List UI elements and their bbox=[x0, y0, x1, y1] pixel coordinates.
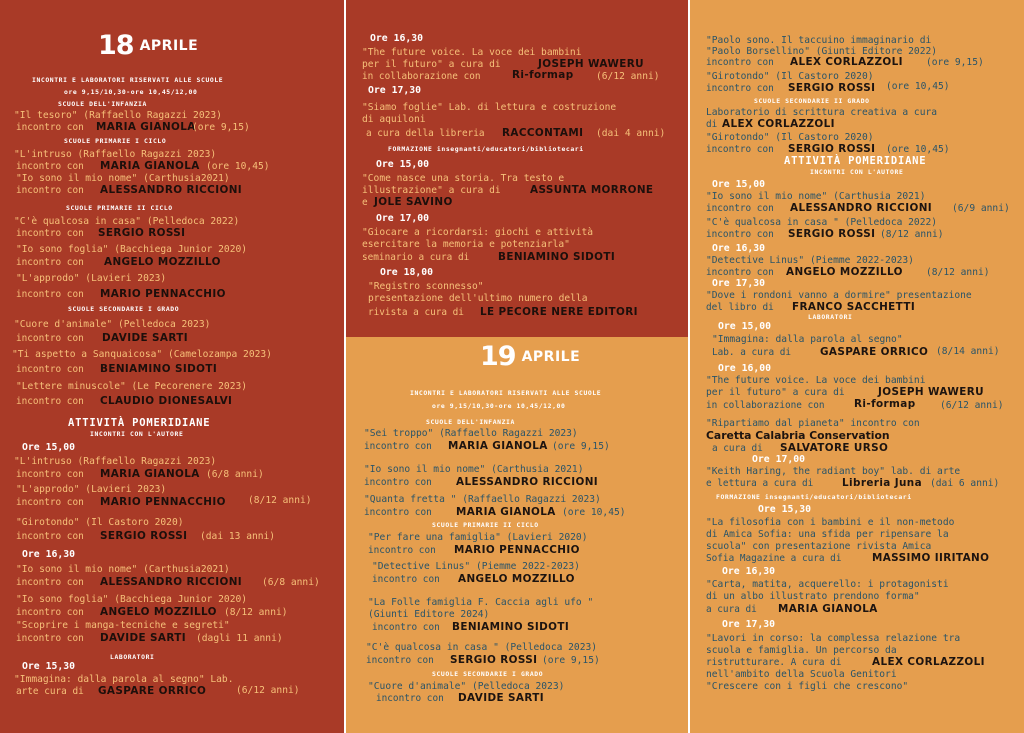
event-text: (Giunti Editore 2024) bbox=[368, 609, 490, 620]
section-heading: ore 9,15/10,30-ore 10,45/12,00 bbox=[432, 402, 566, 410]
event-text: (dai 13 anni) bbox=[200, 531, 276, 542]
event-text: Laboratorio di scrittura creativa a cura bbox=[706, 107, 938, 118]
connector-text: incontro con bbox=[706, 83, 774, 94]
connector-text: incontro con bbox=[16, 531, 84, 542]
person-name: MARIA GIANOLA bbox=[778, 603, 878, 615]
person-name: SALVATORE URSO bbox=[780, 442, 889, 454]
event-text: "Come nasce una storia. Tra testo e bbox=[362, 173, 565, 184]
connector-text: incontro con bbox=[706, 144, 774, 155]
time-label: Ore 16,30 bbox=[722, 566, 776, 577]
section-heading: ore 9,15/10,30-ore 10,45/12,00 bbox=[64, 88, 198, 96]
section-heading: LABORATORI bbox=[808, 313, 853, 321]
connector-text: a cura di bbox=[712, 443, 763, 454]
time-label: Ore 17,00 bbox=[752, 454, 806, 465]
event-text: "C'è qualcosa in casa" (Pelledoca 2022) bbox=[14, 216, 240, 227]
person-name: MARIO PENNACCHIO bbox=[100, 496, 226, 508]
connector-text: incontro con bbox=[372, 622, 440, 633]
event-text: "Ripartiamo dal pianeta" incontro con bbox=[706, 418, 920, 429]
event-text: (ore 10,45) bbox=[886, 81, 950, 92]
event-text: (6/12 anni) bbox=[596, 71, 660, 82]
person-name: SERGIO ROSSI bbox=[98, 227, 186, 239]
person-name: ANGELO MOZZILLO bbox=[458, 573, 575, 585]
event-text: (8/12 anni) bbox=[926, 267, 990, 278]
time-label: Ore 15,00 bbox=[22, 442, 76, 453]
time-label: Ore 17,30 bbox=[712, 278, 766, 289]
connector-text: incontro con bbox=[16, 161, 84, 172]
time-label: Ore 16,30 bbox=[370, 33, 424, 44]
event-text: "La Folle famiglia F. Caccia agli ufo " bbox=[368, 597, 594, 608]
event-text: "Io sono il mio nome" (Carthusia2021) bbox=[16, 173, 230, 184]
event-text: di Amica Sofia: una sfida per ripensare la bbox=[706, 529, 949, 540]
connector-text: incontro con bbox=[16, 364, 84, 375]
event-text: "C'è qualcosa in casa " (Pelledoca 2023) bbox=[366, 642, 598, 653]
month-label: APRILE bbox=[521, 349, 581, 365]
person-name: MARIA GIANOLA bbox=[100, 160, 200, 172]
person-name: SERGIO ROSSI bbox=[450, 654, 538, 666]
section-heading: SCUOLE PRIMARIE I CICLO bbox=[64, 137, 167, 145]
event-text: "Lavori in corso: la complessa relazione tra bbox=[706, 633, 961, 644]
person-name: MARIA GIANOLA bbox=[448, 440, 548, 452]
section-heading: INCONTRI E LABORATORI RISERVATI ALLE SCUOLE bbox=[32, 76, 224, 84]
event-text: "Cuore d'animale" (Pelledoca 2023) bbox=[14, 319, 211, 330]
connector-text: seminario a cura di bbox=[362, 252, 470, 263]
event-text: "Lettere minuscole" (Le Pecorenere 2023) bbox=[16, 381, 248, 392]
person-name: GASPARE ORRICO bbox=[98, 685, 207, 697]
connector-text: incontro con bbox=[16, 228, 84, 239]
person-name: ALESSANDRO RICCIONI bbox=[790, 202, 933, 214]
time-label: Ore 17,30 bbox=[722, 619, 776, 630]
section-heading: INCONTRI CON L'AUTORE bbox=[90, 430, 184, 438]
connector-text: incontro con bbox=[16, 396, 84, 407]
time-label: Ore 15,00 bbox=[712, 179, 766, 190]
time-label: Ore 15,00 bbox=[376, 159, 430, 170]
section-heading: SCUOLE PRIMARIE II CICLO bbox=[66, 204, 173, 212]
person-name: MARIA GIANOLA bbox=[456, 506, 556, 518]
person-name: MARIA GIANOLA bbox=[96, 121, 196, 133]
event-text: "Girotondo" (Il Castoro 2020) bbox=[16, 517, 184, 528]
person-name: MARIA GIANOLA bbox=[100, 468, 200, 480]
event-text: (ore 9,15) bbox=[192, 122, 250, 133]
event-text: (8/12 anni) bbox=[248, 495, 312, 506]
person-name: JOSEPH WAWERU bbox=[538, 58, 644, 70]
day-number: 19 bbox=[480, 341, 516, 372]
connector-text: in collaborazione con bbox=[706, 400, 825, 411]
day-number: 18 bbox=[98, 30, 134, 61]
event-text: (8/14 anni) bbox=[936, 346, 1000, 357]
person-name: Ri-formap bbox=[854, 398, 916, 410]
event-text: "Registro sconnesso" bbox=[368, 281, 484, 292]
connector-text: incontro con bbox=[376, 693, 444, 704]
time-label: Ore 16,00 bbox=[718, 363, 772, 374]
event-text: (8/12 anni) bbox=[880, 229, 944, 240]
person-name: FRANCO SACCHETTI bbox=[792, 301, 916, 313]
event-text: "Io sono il mio nome" (Carthusia2021) bbox=[16, 564, 230, 575]
event-text: (ore 10,45) bbox=[206, 161, 270, 172]
time-label: Ore 15,30 bbox=[758, 504, 812, 515]
event-text: (ore 9,15) bbox=[542, 655, 600, 666]
connector-text: rivista a cura di bbox=[368, 307, 464, 318]
time-label: Ore 16,30 bbox=[22, 549, 76, 560]
connector-text: incontro con bbox=[366, 655, 434, 666]
section-heading: INCONTRI CON L'AUTORE bbox=[810, 168, 904, 176]
event-text: (ore 9,15) bbox=[552, 441, 610, 452]
panel-19-aprile-afternoon bbox=[690, 0, 1024, 733]
section-heading: LABORATORI bbox=[110, 653, 155, 661]
event-text: "Immagina: dalla parola al segno" Lab. bbox=[14, 674, 234, 685]
connector-text: incontro con bbox=[16, 469, 84, 480]
person-name: JOSEPH WAWERU bbox=[878, 386, 984, 398]
person-name: GASPARE ORRICO bbox=[820, 346, 929, 358]
section-heading: SCUOLE DELL'INFANZIA bbox=[426, 418, 515, 426]
event-text: (6/8 anni) bbox=[262, 577, 320, 588]
section-title: ATTIVITÀ POMERIDIANE bbox=[784, 155, 927, 167]
event-text: "Scoprire i manga-tecniche e segreti" bbox=[16, 620, 230, 631]
event-text: "Girotondo" (Il Castoro 2020) bbox=[706, 71, 874, 82]
connector-text: di bbox=[706, 119, 718, 130]
person-name: ALESSANDRO RICCIONI bbox=[100, 184, 243, 196]
connector-text: arte cura di bbox=[16, 686, 84, 697]
event-text: "Paolo sono. Il taccuino immaginario di bbox=[706, 35, 932, 46]
panel-18-aprile-afternoon bbox=[346, 0, 688, 337]
event-text: "Detective Linus" (Piemme 2022-2023) bbox=[706, 255, 914, 266]
connector-text: incontro con bbox=[364, 441, 432, 452]
person-name: DAVIDE SARTI bbox=[100, 632, 187, 644]
event-text: (6/9 anni) bbox=[952, 203, 1010, 214]
event-text: "Crescere con i figli che crescono" bbox=[706, 681, 909, 692]
connector-text: e lettura a cura di bbox=[706, 478, 814, 489]
event-text: illustrazione" a cura di bbox=[362, 185, 501, 196]
connector-text: incontro con bbox=[16, 289, 84, 300]
event-text: "Paolo Borsellino" (Giunti Editore 2022) bbox=[706, 46, 938, 57]
date-heading-18 bbox=[98, 30, 198, 61]
section-heading: SCUOLE SECONDARIE I GRADO bbox=[68, 305, 180, 313]
person-name: BENIAMINO SIDOTI bbox=[100, 363, 218, 375]
event-text: "Girotondo" (Il Castoro 2020) bbox=[706, 132, 874, 143]
event-text: "Giocare a ricordarsi: giochi e attività bbox=[362, 227, 594, 238]
person-name: MARIO PENNACCHIO bbox=[454, 544, 580, 556]
event-text: (ore 10,45) bbox=[886, 144, 950, 155]
connector-text: incontro con bbox=[364, 507, 432, 518]
event-text: (dai 4 anni) bbox=[596, 128, 666, 139]
event-text: (6/8 anni) bbox=[206, 469, 264, 480]
person-name: DAVIDE SARTI bbox=[458, 692, 545, 704]
time-label: Ore 15,00 bbox=[718, 321, 772, 332]
event-text: (6/12 anni) bbox=[236, 685, 300, 696]
connector-text: incontro con bbox=[372, 574, 440, 585]
organization-name: Caretta Calabria Conservation bbox=[706, 429, 890, 442]
person-name: ALESSANDRO RICCIONI bbox=[100, 576, 243, 588]
person-name: ALEX CORLAZZOLI bbox=[790, 56, 903, 68]
event-text: nell'ambito della Scuola Genitori bbox=[706, 669, 897, 680]
person-name: MASSIMO IIRITANO bbox=[872, 552, 990, 564]
connector-text: incontro con bbox=[364, 477, 432, 488]
person-name: RACCONTAMI bbox=[502, 127, 584, 139]
event-text: "L'approdo" (Lavieri 2023) bbox=[16, 484, 167, 495]
connector-text: incontro con bbox=[16, 257, 84, 268]
connector-text: incontro con bbox=[16, 497, 84, 508]
panel-18-aprile-schools bbox=[0, 0, 344, 733]
person-name: Ri-formap bbox=[512, 69, 574, 81]
section-heading: FORMAZIONE insegnanti/educatori/bibliotecari bbox=[388, 145, 584, 153]
event-text: "The future voice. La voce dei bambini bbox=[706, 375, 926, 386]
event-text: di un albo illustrato prendono forma" bbox=[706, 591, 920, 602]
event-text: "Keith Haring, the radiant boy" lab. di arte bbox=[706, 466, 961, 477]
section-heading: INCONTRI E LABORATORI RISERVATI ALLE SCUOLE bbox=[410, 389, 602, 397]
connector-text: incontro con bbox=[16, 122, 84, 133]
connector-text: Lab. a cura di bbox=[712, 347, 792, 358]
event-text: "L'intruso (Raffaello Ragazzi 2023) bbox=[14, 456, 217, 467]
event-text: "Carta, matita, acquerello: i protagonisti bbox=[706, 579, 949, 590]
connector-text: del libro di bbox=[706, 302, 774, 313]
event-text: "La filosofia con i bambini e il non-metodo bbox=[706, 517, 955, 528]
section-heading: SCUOLE SECONDARIE II GRADO bbox=[754, 97, 870, 105]
connector-text: incontro con bbox=[16, 607, 84, 618]
connector-text: ristrutturare. A cura di bbox=[706, 657, 842, 668]
time-label: Ore 17,30 bbox=[368, 85, 422, 96]
panel-19-aprile-schools bbox=[346, 337, 688, 733]
time-label: Ore 16,30 bbox=[712, 243, 766, 254]
event-text: "Cuore d'animale" (Pelledoca 2023) bbox=[368, 681, 565, 692]
connector-text: e bbox=[362, 197, 368, 208]
event-text: "Quanta fretta " (Raffaello Ragazzi 2023) bbox=[364, 494, 601, 505]
time-label: Ore 18,00 bbox=[380, 267, 434, 278]
person-name: DAVIDE SARTI bbox=[102, 332, 189, 344]
event-text: "C'è qualcosa in casa " (Pelledoca 2022) bbox=[706, 217, 938, 228]
event-text: (8/12 anni) bbox=[224, 607, 288, 618]
connector-text: in collaborazione con bbox=[362, 71, 481, 82]
connector-text: incontro con bbox=[706, 203, 774, 214]
event-text: "Io sono foglia" (Bacchiega Junior 2020) bbox=[16, 594, 248, 605]
section-heading: SCUOLE PRIMARIE II CICLO bbox=[432, 521, 539, 529]
event-text: presentazione dell'ultimo numero della bbox=[368, 293, 588, 304]
person-name: ALESSANDRO RICCIONI bbox=[456, 476, 599, 488]
event-text: "L'intruso (Raffaello Ragazzi 2023) bbox=[14, 149, 217, 160]
person-name: ALEX CORLAZZOLI bbox=[872, 656, 985, 668]
person-name: CLAUDIO DIONESALVI bbox=[100, 395, 233, 407]
event-text: "Immagina: dalla parola al segno" bbox=[712, 334, 903, 345]
section-heading: SCUOLE DELL'INFANZIA bbox=[58, 100, 147, 108]
connector-text: incontro con bbox=[16, 333, 84, 344]
connector-text: a cura di bbox=[706, 604, 757, 615]
person-name: BENIAMINO SIDOTI bbox=[498, 251, 616, 263]
event-text: (ore 10,45) bbox=[562, 507, 626, 518]
person-name: MARIO PENNACCHIO bbox=[100, 288, 226, 300]
connector-text: incontro con bbox=[16, 633, 84, 644]
connector-text: incontro con bbox=[706, 57, 774, 68]
person-name: BENIAMINO SIDOTI bbox=[452, 621, 570, 633]
event-text: "L'approdo" (Lavieri 2023) bbox=[16, 273, 167, 284]
event-text: "Detective Linus" (Piemme 2022-2023) bbox=[372, 561, 580, 572]
person-name: SERGIO ROSSI bbox=[788, 228, 876, 240]
month-label: APRILE bbox=[139, 38, 199, 54]
time-label: Ore 15,30 bbox=[22, 661, 76, 672]
date-heading-19 bbox=[480, 341, 580, 372]
section-heading: SCUOLE SECONDARIE I GRADO bbox=[432, 670, 544, 678]
event-text: "Dove i rondoni vanno a dormire" presentazione bbox=[706, 290, 972, 301]
event-text: (6/12 anni) bbox=[940, 400, 1004, 411]
event-text: per il futuro" a cura di bbox=[362, 59, 501, 70]
person-name: ANGELO MOZZILLO bbox=[100, 606, 217, 618]
person-name: LE PECORE NERE EDITORI bbox=[480, 306, 638, 318]
event-text: "Io sono foglia" (Bacchiega Junior 2020) bbox=[16, 244, 248, 255]
person-name: ANGELO MOZZILLO bbox=[786, 266, 903, 278]
person-name: JOLE SAVINO bbox=[374, 196, 453, 208]
event-text: "Sei troppo" (Raffaello Ragazzi 2023) bbox=[364, 428, 578, 439]
connector-text: incontro con bbox=[706, 229, 774, 240]
connector-text: Sofia Magazine a cura di bbox=[706, 553, 842, 564]
event-text: "Il tesoro" (Raffaello Ragazzi 2023) bbox=[14, 110, 222, 121]
person-name: SERGIO ROSSI bbox=[788, 143, 876, 155]
event-text: scuola" con presentazione rivista Amica bbox=[706, 541, 932, 552]
event-text: "Ti aspetto a Sanquaicosa" (Camelozampa 2023) bbox=[12, 349, 272, 360]
event-text: esercitare la memoria e potenziarla" bbox=[362, 239, 570, 250]
event-text: "Io sono il mio nome" (Carthusia 2021) bbox=[706, 191, 926, 202]
event-text: (dagli 11 anni) bbox=[196, 633, 283, 644]
section-title: ATTIVITÀ POMERIDIANE bbox=[68, 417, 211, 429]
person-name: Libreria Juna bbox=[842, 477, 922, 489]
person-name: SERGIO ROSSI bbox=[100, 530, 188, 542]
time-label: Ore 17,00 bbox=[376, 213, 430, 224]
person-name: ASSUNTA MORRONE bbox=[530, 184, 654, 196]
connector-text: incontro con bbox=[706, 267, 774, 278]
connector-text: a cura della libreria bbox=[366, 128, 485, 139]
event-text: "Io sono il mio nome" (Carthusia 2021) bbox=[364, 464, 584, 475]
person-name: ANGELO MOZZILLO bbox=[104, 256, 221, 268]
event-text: (dai 6 anni) bbox=[930, 478, 1000, 489]
event-text: "Per fare una famiglia" (Lavieri 2020) bbox=[368, 532, 588, 543]
connector-text: incontro con bbox=[16, 577, 84, 588]
section-heading: FORMAZIONE insegnanti/educatori/bibliotecari bbox=[716, 493, 912, 501]
event-text: per il futuro" a cura di bbox=[706, 387, 845, 398]
event-text: di aquiloni bbox=[362, 114, 426, 125]
event-text: (ore 9,15) bbox=[926, 57, 984, 68]
connector-text: incontro con bbox=[368, 545, 436, 556]
connector-text: incontro con bbox=[16, 185, 84, 196]
person-name: ALEX CORLAZZOLI bbox=[722, 118, 835, 130]
person-name: SERGIO ROSSI bbox=[788, 82, 876, 94]
event-text: "The future voice. La voce dei bambini bbox=[362, 47, 582, 58]
event-text: scuola e famiglia. Un percorso da bbox=[706, 645, 897, 656]
event-text: "Siamo foglie" Lab. di lettura e costruzione bbox=[362, 102, 617, 113]
